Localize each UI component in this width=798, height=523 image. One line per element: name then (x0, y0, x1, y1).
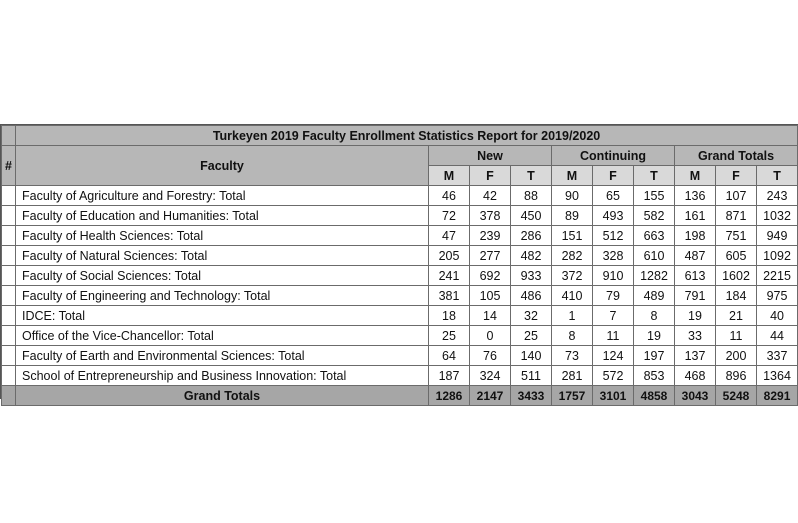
value-cell: 1032 (757, 206, 798, 226)
row-index-cell (2, 306, 16, 326)
value-cell: 286 (511, 226, 552, 246)
table-title: Turkeyen 2019 Faculty Enrollment Statistics Report for 2019/2020 (16, 126, 798, 146)
value-cell: 910 (593, 266, 634, 286)
group-header-row (2, 146, 798, 166)
value-cell: 205 (429, 246, 470, 266)
group-header-continuing: Continuing (552, 146, 675, 166)
subheader-cell: T (634, 166, 675, 186)
value-cell: 79 (593, 286, 634, 306)
value-cell: 1602 (716, 266, 757, 286)
subheader-cell: F (593, 166, 634, 186)
subheader-cell: F (470, 166, 511, 186)
value-cell: 105 (470, 286, 511, 306)
value-cell: 372 (552, 266, 593, 286)
value-cell: 11 (716, 326, 757, 346)
value-cell: 124 (593, 346, 634, 366)
value-cell: 88 (511, 186, 552, 206)
faculty-name-cell: Faculty of Social Sciences: Total (16, 266, 429, 286)
value-cell: 47 (429, 226, 470, 246)
value-cell: 337 (757, 346, 798, 366)
value-cell: 468 (675, 366, 716, 386)
index-header: # (2, 146, 16, 186)
value-cell: 72 (429, 206, 470, 226)
value-cell: 489 (634, 286, 675, 306)
value-cell: 328 (593, 246, 634, 266)
value-cell: 381 (429, 286, 470, 306)
value-cell: 605 (716, 246, 757, 266)
faculty-header: Faculty (16, 146, 429, 186)
value-cell: 89 (552, 206, 593, 226)
table-body (2, 186, 798, 386)
faculty-name-cell: IDCE: Total (16, 306, 429, 326)
value-cell: 65 (593, 186, 634, 206)
value-cell: 64 (429, 346, 470, 366)
value-cell: 151 (552, 226, 593, 246)
row-index-cell (2, 346, 16, 366)
value-cell: 14 (470, 306, 511, 326)
value-cell: 663 (634, 226, 675, 246)
group-header-grand-totals: Grand Totals (675, 146, 798, 166)
title-row (2, 126, 798, 146)
value-cell: 155 (634, 186, 675, 206)
grand-total-value-cell: 2147 (470, 386, 511, 406)
row-index-cell (2, 226, 16, 246)
value-cell: 410 (552, 286, 593, 306)
faculty-name-cell: School of Entrepreneurship and Business Innovation: Total (16, 366, 429, 386)
value-cell: 25 (511, 326, 552, 346)
value-cell: 493 (593, 206, 634, 226)
value-cell: 161 (675, 206, 716, 226)
value-cell: 572 (593, 366, 634, 386)
value-cell: 140 (511, 346, 552, 366)
row-index-cell (2, 206, 16, 226)
grand-total-value-cell: 8291 (757, 386, 798, 406)
value-cell: 18 (429, 306, 470, 326)
table-row (2, 346, 798, 366)
value-cell: 46 (429, 186, 470, 206)
value-cell: 791 (675, 286, 716, 306)
table-row (2, 266, 798, 286)
grand-total-value-cell: 5248 (716, 386, 757, 406)
value-cell: 11 (593, 326, 634, 346)
enrollment-table (1, 125, 798, 406)
value-cell: 19 (675, 306, 716, 326)
table-row (2, 186, 798, 206)
subheader-cell: M (552, 166, 593, 186)
table-row (2, 286, 798, 306)
value-cell: 73 (552, 346, 593, 366)
value-cell: 949 (757, 226, 798, 246)
row-index-cell (2, 366, 16, 386)
value-cell: 241 (429, 266, 470, 286)
faculty-name-cell: Faculty of Agriculture and Forestry: Total (16, 186, 429, 206)
value-cell: 0 (470, 326, 511, 346)
table-row (2, 246, 798, 266)
value-cell: 2215 (757, 266, 798, 286)
row-index-cell (2, 326, 16, 346)
value-cell: 137 (675, 346, 716, 366)
value-cell: 243 (757, 186, 798, 206)
faculty-name-cell: Faculty of Engineering and Technology: Total (16, 286, 429, 306)
value-cell: 76 (470, 346, 511, 366)
value-cell: 871 (716, 206, 757, 226)
grand-total-value-cell: 3433 (511, 386, 552, 406)
grand-totals-index-cell (2, 386, 16, 406)
value-cell: 324 (470, 366, 511, 386)
value-cell: 1092 (757, 246, 798, 266)
row-index-cell (2, 286, 16, 306)
subheader-cell: T (757, 166, 798, 186)
subheader-cell: T (511, 166, 552, 186)
value-cell: 187 (429, 366, 470, 386)
subheader-cell: F (716, 166, 757, 186)
group-header-new: New (429, 146, 552, 166)
value-cell: 512 (593, 226, 634, 246)
subheader-cell: M (675, 166, 716, 186)
faculty-name-cell: Faculty of Natural Sciences: Total (16, 246, 429, 266)
table-row (2, 326, 798, 346)
value-cell: 751 (716, 226, 757, 246)
value-cell: 200 (716, 346, 757, 366)
value-cell: 25 (429, 326, 470, 346)
value-cell: 90 (552, 186, 593, 206)
value-cell: 487 (675, 246, 716, 266)
value-cell: 136 (675, 186, 716, 206)
value-cell: 1 (552, 306, 593, 326)
value-cell: 450 (511, 206, 552, 226)
value-cell: 692 (470, 266, 511, 286)
value-cell: 8 (552, 326, 593, 346)
title-spacer-cell (2, 126, 16, 146)
value-cell: 282 (552, 246, 593, 266)
value-cell: 1282 (634, 266, 675, 286)
value-cell: 482 (511, 246, 552, 266)
value-cell: 975 (757, 286, 798, 306)
subheader-cell: M (429, 166, 470, 186)
value-cell: 42 (470, 186, 511, 206)
value-cell: 896 (716, 366, 757, 386)
table-row (2, 206, 798, 226)
value-cell: 21 (716, 306, 757, 326)
value-cell: 19 (634, 326, 675, 346)
value-cell: 7 (593, 306, 634, 326)
value-cell: 277 (470, 246, 511, 266)
value-cell: 197 (634, 346, 675, 366)
value-cell: 582 (634, 206, 675, 226)
faculty-name-cell: Faculty of Earth and Environmental Sciences: Total (16, 346, 429, 366)
value-cell: 8 (634, 306, 675, 326)
value-cell: 486 (511, 286, 552, 306)
value-cell: 281 (552, 366, 593, 386)
grand-total-value-cell: 1286 (429, 386, 470, 406)
grand-total-value-cell: 1757 (552, 386, 593, 406)
value-cell: 33 (675, 326, 716, 346)
value-cell: 1364 (757, 366, 798, 386)
value-cell: 613 (675, 266, 716, 286)
grand-total-value-cell: 3101 (593, 386, 634, 406)
value-cell: 184 (716, 286, 757, 306)
faculty-name-cell: Office of the Vice-Chancellor: Total (16, 326, 429, 346)
grand-total-value-cell: 3043 (675, 386, 716, 406)
table-row (2, 306, 798, 326)
grand-totals-row (2, 386, 798, 406)
faculty-name-cell: Faculty of Health Sciences: Total (16, 226, 429, 246)
value-cell: 378 (470, 206, 511, 226)
value-cell: 44 (757, 326, 798, 346)
row-index-cell (2, 266, 16, 286)
value-cell: 107 (716, 186, 757, 206)
value-cell: 511 (511, 366, 552, 386)
value-cell: 239 (470, 226, 511, 246)
table-row (2, 366, 798, 386)
grand-total-value-cell: 4858 (634, 386, 675, 406)
faculty-name-cell: Faculty of Education and Humanities: Total (16, 206, 429, 226)
value-cell: 853 (634, 366, 675, 386)
row-index-cell (2, 186, 16, 206)
enrollment-table-container (0, 124, 798, 403)
grand-totals-label: Grand Totals (16, 386, 429, 406)
value-cell: 40 (757, 306, 798, 326)
value-cell: 610 (634, 246, 675, 266)
row-index-cell (2, 246, 16, 266)
table-row (2, 226, 798, 246)
value-cell: 32 (511, 306, 552, 326)
value-cell: 198 (675, 226, 716, 246)
value-cell: 933 (511, 266, 552, 286)
